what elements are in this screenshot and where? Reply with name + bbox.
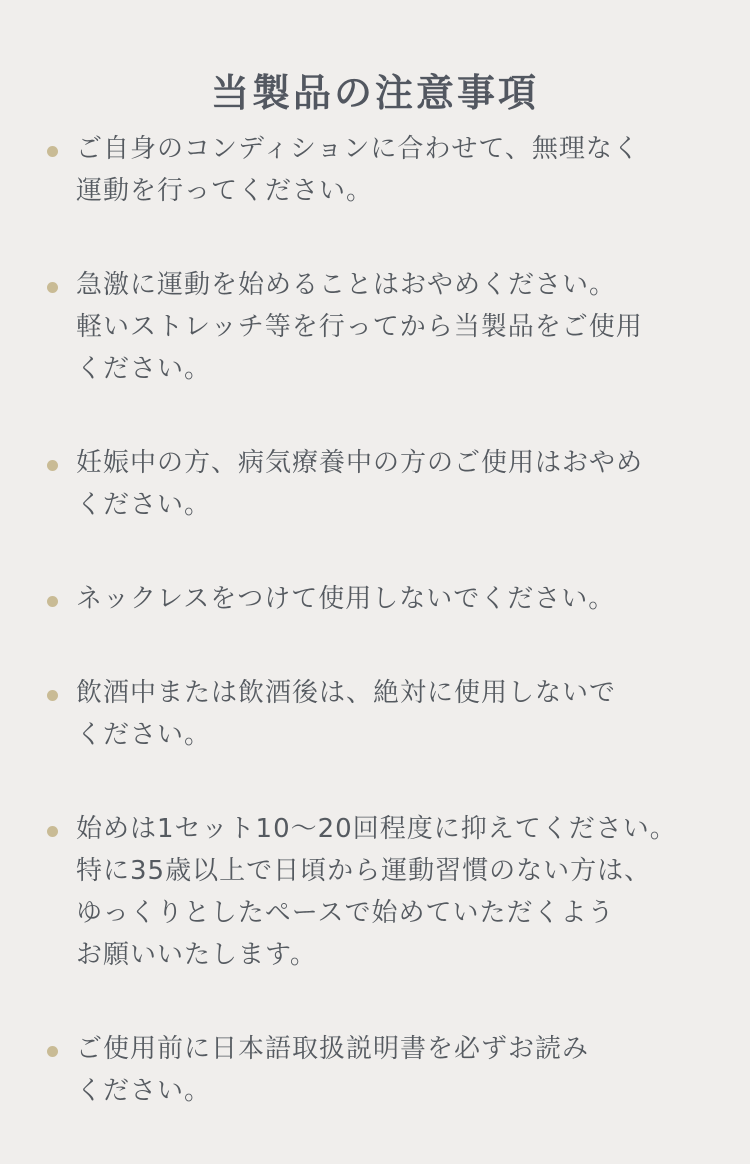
bullet-dot-icon: [47, 826, 58, 837]
precaution-text-line: ください。: [76, 354, 212, 384]
precaution-text-line: ネックレスをつけて使用しないでください。: [76, 584, 616, 614]
precaution-text-line: ご自身のコンディションに合わせて、無理なく: [76, 134, 640, 164]
precaution-text-line: 始めは1セット10〜20回程度に抑えてください。: [76, 814, 677, 844]
precaution-item-4: [0, 578, 750, 620]
precautions-list: [0, 128, 750, 1164]
precaution-item-1: [0, 128, 750, 212]
precaution-item-7: [0, 1028, 750, 1112]
bullet-dot-icon: [47, 690, 58, 701]
precaution-text-line: ください。: [76, 1076, 212, 1106]
precaution-item-5: [0, 672, 750, 756]
page-title: 当製品の注意事項: [210, 71, 539, 116]
precaution-text-line: 特に35歳以上で日頃から運動習慣のない方は、: [76, 856, 652, 886]
bullet-dot-icon: [47, 1046, 58, 1057]
bullet-dot-icon: [47, 146, 58, 157]
precaution-item-2: [0, 264, 750, 390]
precaution-text-line: お願いいたします。: [76, 940, 317, 970]
precaution-text-line: 飲酒中または飲酒後は、絶対に使用しないで: [76, 678, 617, 708]
bullet-dot-icon: [47, 460, 58, 471]
bullet-dot-icon: [47, 282, 58, 293]
precaution-text-line: 妊娠中の方、病気療養中の方のご使用はおやめ: [76, 448, 644, 478]
precaution-item-6: [0, 808, 750, 976]
bullet-dot-icon: [47, 596, 58, 607]
precaution-text-line: ください。: [76, 490, 212, 520]
precaution-text-line: 軽いストレッチ等を行ってから当製品をご使用: [76, 312, 643, 342]
precaution-text-line: ゆっくりとしたペースで始めていただくよう: [76, 898, 615, 928]
precaution-text-line: ください。: [76, 720, 212, 750]
precaution-item-3: [0, 442, 750, 526]
precaution-text-line: 急激に運動を始めることはおやめください。: [76, 270, 617, 300]
precaution-text-line: ご使用前に日本語取扱説明書を必ずお読み: [76, 1034, 590, 1064]
precaution-text-line: 運動を行ってください。: [76, 176, 374, 206]
